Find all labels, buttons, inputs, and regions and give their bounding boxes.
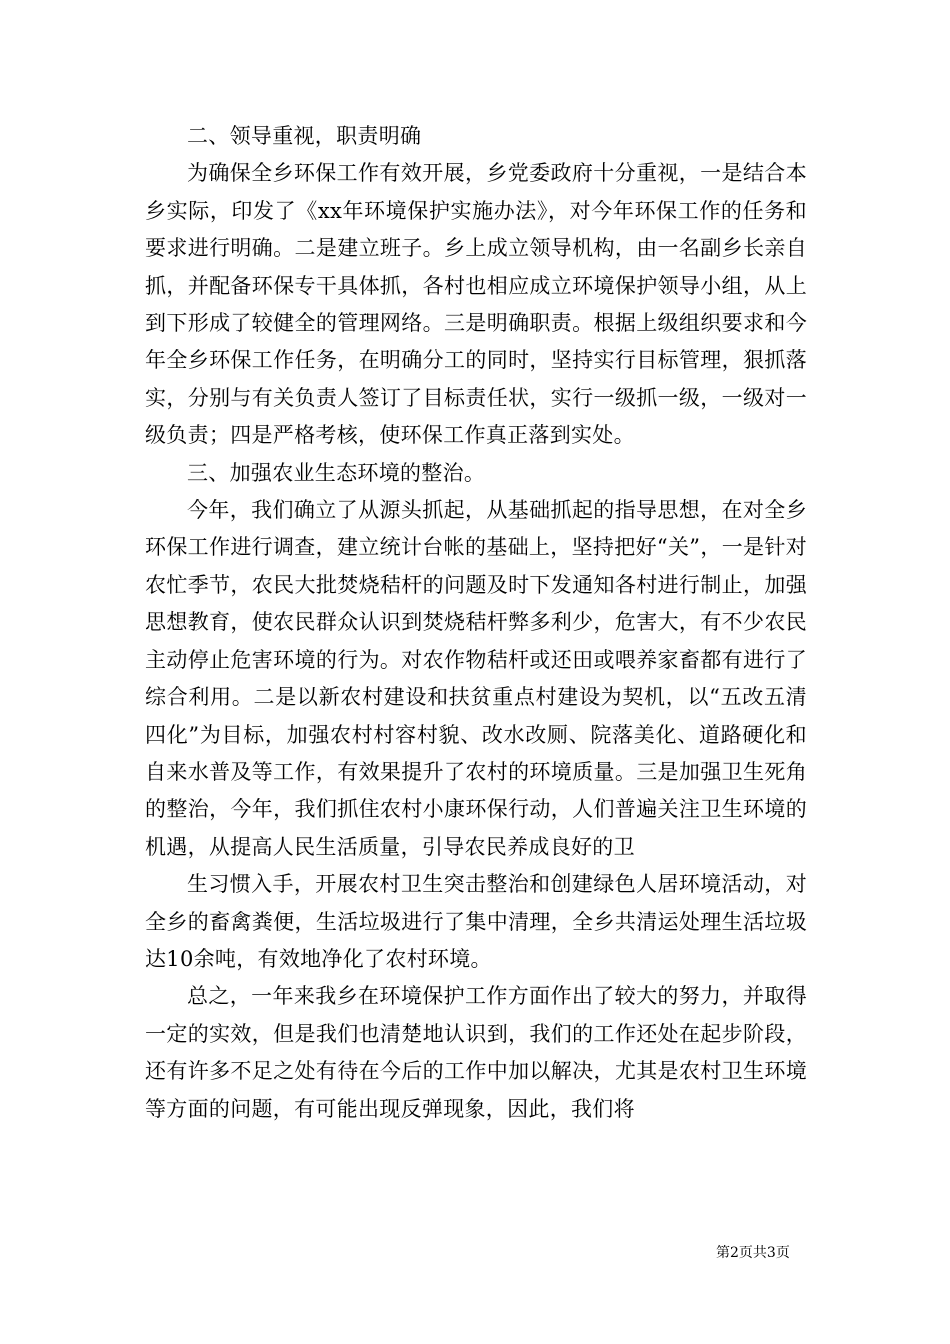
paragraph-summary: 总之，一年来我乡在环境保护工作方面作出了较大的努力，并取得一定的实效，但是我们也清楚地认识到，我们的工作还处在起步阶段，还有许多不足之处有待在今后的工作中加以解决，尤其是农村卫生环境等方面的问题，有可能出现反弹现象，因此，我们将 — [145, 984, 807, 1121]
paragraph-hygiene-continuation: 生习惯入手，开展农村卫生突击整治和创建绿色人居环境活动，对全乡的畜禽粪便，生活垃圾进行了集中清理，全乡共清运处理生活垃圾达10余吨，有效地净化了农村环境。 — [145, 872, 807, 971]
paragraph-leadership-body: 为确保全乡环保工作有效开展，乡党委政府十分重视，一是结合本乡实际，印发了《xx年环境保护实施办法》，对今年环保工作的任务和要求进行明确。二是建立班子。乡上成立领导机构，由一名副乡长亲自抓，并配备环保专干具体抓，各村也相应成立环境保护领导小组，从上到下形成了较健全的管理网络。三是明确职责。根据上级组织要求和今年全乡环保工作任务，在明确分工的同时，坚持实行目标管理，狠抓落实，分别与有关负责人签订了目标责任状，实行一级抓一级，一级对一级负责；四是严格考核，使环保工作真正落到实处。 — [145, 161, 807, 448]
page-number: 第2页共3页 — [716, 1245, 790, 1261]
section-heading-agriculture: 三、加强农业生态环境的整治。 — [187, 460, 486, 485]
section-heading-leadership: 二、领导重视，职责明确 — [187, 124, 422, 148]
document-body — [145, 118, 807, 1128]
paragraph-agriculture-body: 今年，我们确立了从源头抓起，从基础抓起的指导思想，在对全乡环保工作进行调查，建立统计台帐的基础上，坚持把好“关”，一是针对农忙季节，农民大批焚烧秸杆的问题及时下发通知各村进行制止，加强思想教育，使农民群众认识到焚烧秸杆弊多利少，危害大，有不少农民主动停止危害环境的行为。对农作物秸杆或还田或喂养家畜都有进行了综合利用。二是以新农村建设和扶贫重点村建设为契机，以“五改五清四化”为目标，加强农村村容村貌、改水改厕、院落美化、道路硬化和自来水普及等工作，有效果提升了农村的环境质量。三是加强卫生死角的整治，今年，我们抓住农村小康环保行动，人们普遍关注卫生环境的机遇，从提高人民生活质量，引导农民养成良好的卫 — [145, 498, 807, 859]
